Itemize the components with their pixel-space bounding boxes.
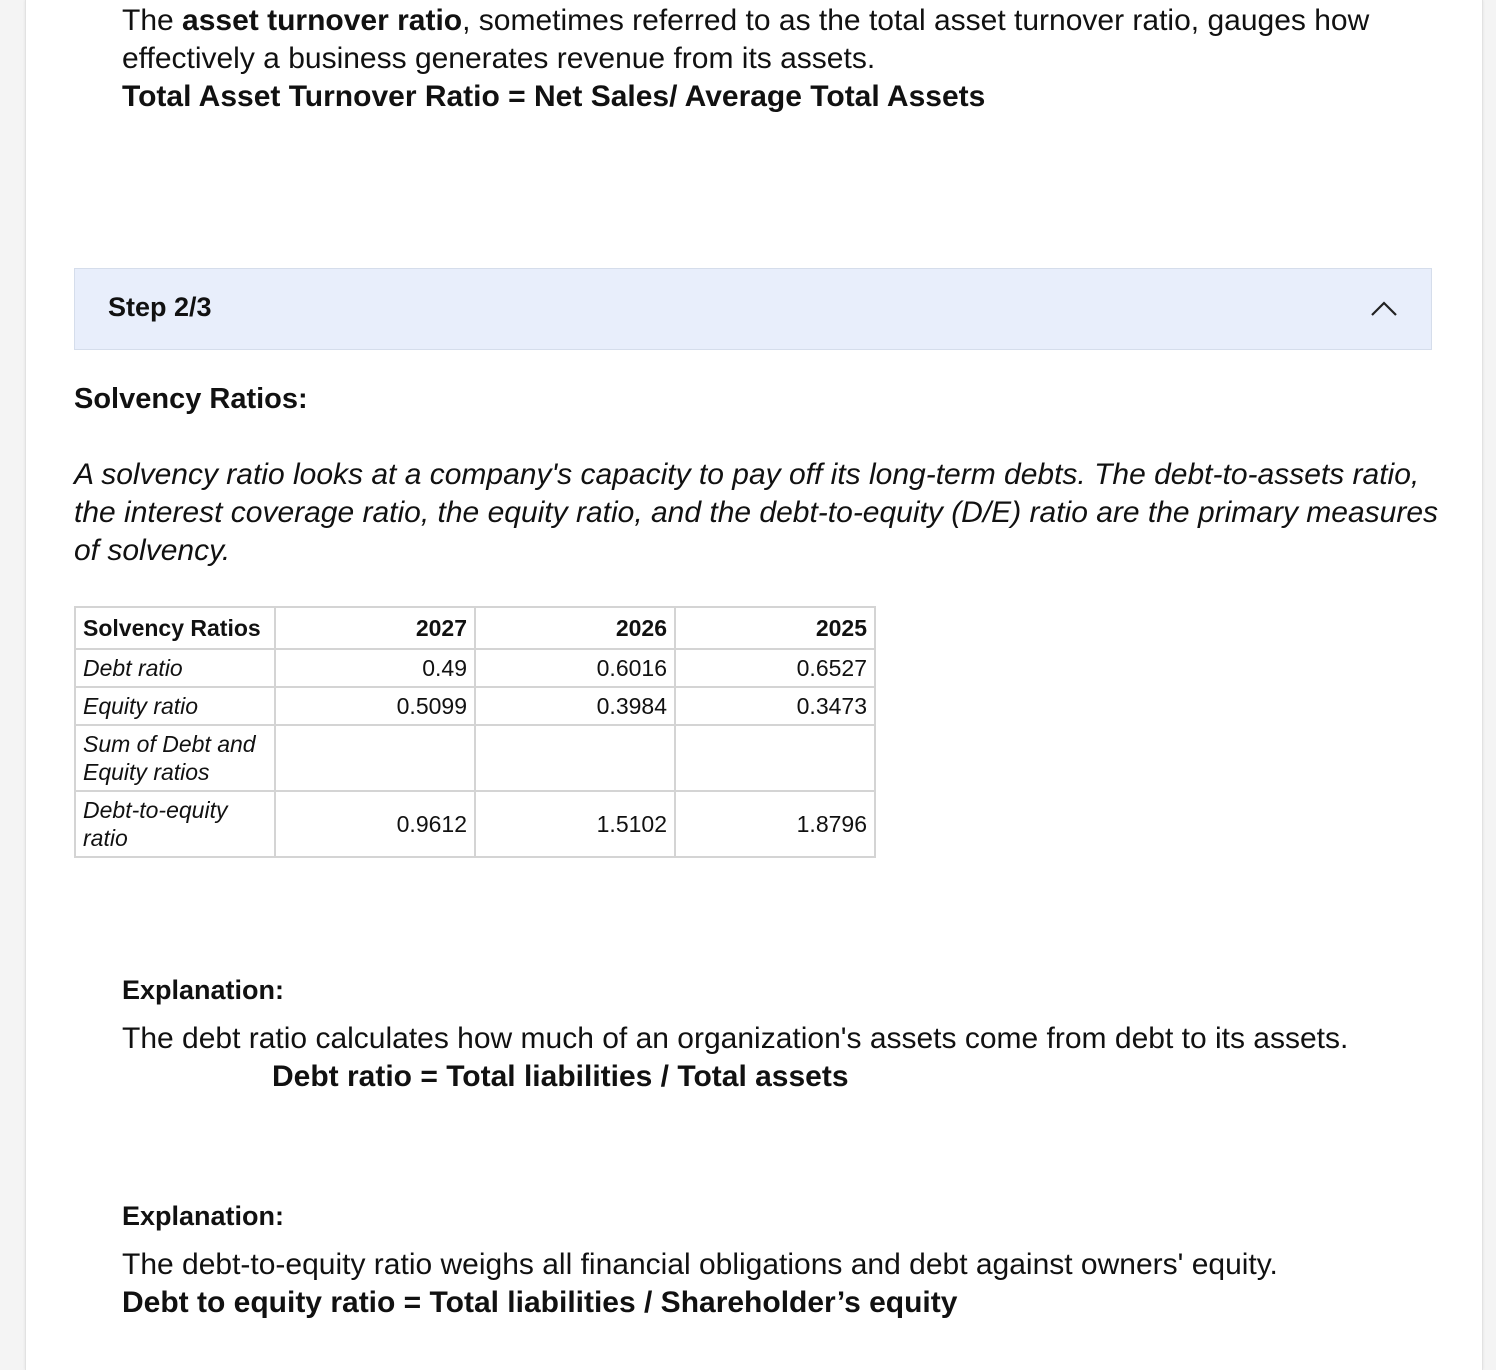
table-cell: 0.5099 — [275, 687, 475, 725]
table-header-row — [75, 607, 875, 649]
step-header[interactable] — [74, 268, 1432, 350]
table-row — [75, 725, 875, 791]
table-cell — [475, 725, 675, 791]
explanation-formula: Debt to equity ratio = Total liabilities / Shareholder’s equity — [122, 1286, 958, 1319]
step-label: Step 2/3 — [108, 292, 212, 322]
chevron-up-icon[interactable] — [1369, 297, 1399, 319]
table-cell: 0.3984 — [475, 687, 675, 725]
explanation-text — [122, 1020, 1422, 1096]
solution-card — [25, 0, 1483, 1370]
intro-text: , sometimes referred to as the total asset turnover ratio, gauges how effectively a business generates revenue from its assets. — [122, 4, 1370, 75]
table-row — [75, 687, 875, 725]
table-header: 2026 — [475, 607, 675, 649]
explanation-title: Explanation: — [122, 1201, 285, 1231]
intro-prefix: The — [122, 4, 183, 37]
table-cell: 1.5102 — [475, 791, 675, 857]
table-header: 2025 — [675, 607, 875, 649]
row-label: Sum of Debt and Equity ratios — [75, 725, 275, 791]
table-header: 2027 — [275, 607, 475, 649]
intro-paragraph — [122, 2, 1422, 116]
table-cell: 0.6016 — [475, 649, 675, 687]
table-cell: 1.8796 — [675, 791, 875, 857]
explanation-debt-to-equity — [122, 1198, 1422, 1322]
solvency-ratios-table — [74, 606, 876, 858]
row-label: Equity ratio — [75, 687, 275, 725]
explanation-body: The debt-to-equity ratio weighs all financial obligations and debt against owners' equity. — [122, 1248, 1278, 1281]
table-cell: 0.49 — [275, 649, 475, 687]
intro-formula: Total Asset Turnover Ratio = Net Sales/ Average Total Assets — [122, 80, 986, 113]
table-row — [75, 649, 875, 687]
table-cell — [275, 725, 475, 791]
row-label: Debt ratio — [75, 649, 275, 687]
table-cell: 0.6527 — [675, 649, 875, 687]
explanation-title: Explanation: — [122, 975, 285, 1005]
section-title: Solvency Ratios: — [74, 383, 308, 415]
table-cell: 0.3473 — [675, 687, 875, 725]
intro-term: asset turnover ratio — [182, 4, 463, 37]
explanation-body: The debt ratio calculates how much of an organization's assets come from debt to its assets. — [122, 1022, 1349, 1055]
table-row — [75, 791, 875, 857]
explanation-debt-ratio — [122, 972, 1422, 1096]
table-cell: 0.9612 — [275, 791, 475, 857]
table-header: Solvency Ratios — [75, 607, 275, 649]
section-description: A solvency ratio looks at a company's capacity to pay off its long-term debts. The debt-to-assets ratio, the interest coverage ratio, the equity ratio, and the debt-to-equity (D/E) ratio are the primary measures of solvency. — [74, 458, 1439, 567]
explanation-formula: Debt ratio = Total liabilities / Total assets — [272, 1060, 849, 1093]
explanation-text — [122, 1246, 1422, 1322]
row-label: Debt-to-equity ratio — [75, 791, 275, 857]
table-cell — [675, 725, 875, 791]
